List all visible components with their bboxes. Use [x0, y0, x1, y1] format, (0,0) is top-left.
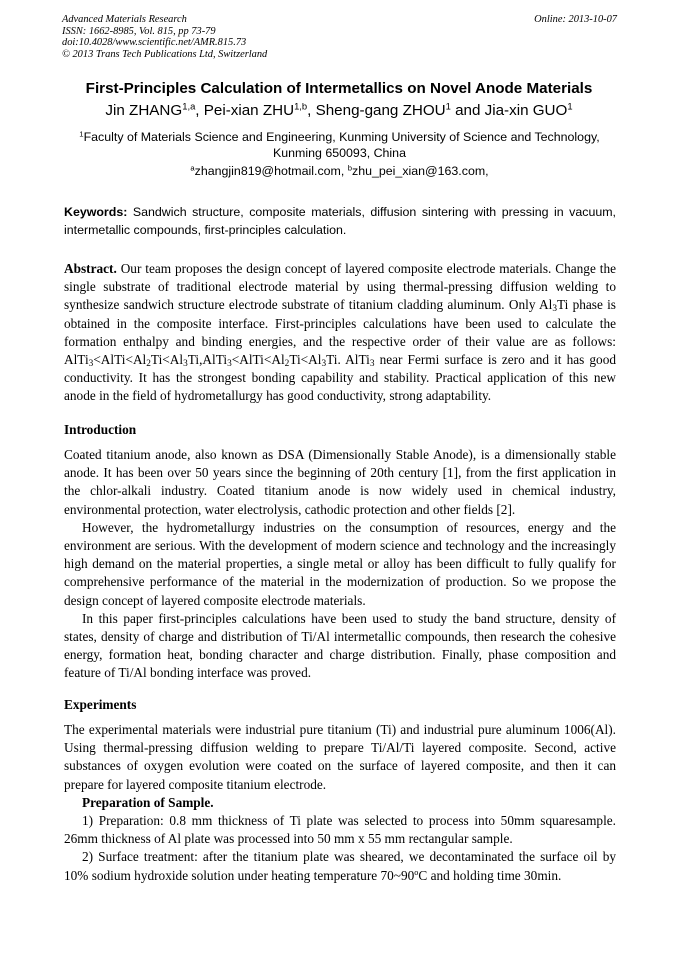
- abstract-text: <AlTi<Al: [93, 352, 147, 368]
- intro-paragraph-2: However, the hydrometallurgy industries on the consumption of resources, energy and the environment are serious. With the development of modern science and technology and the increasingly high demand on the material properties, a single metal or alloy has been difficult to fully qualify for comprehensive performance of the material in the modernization of production. So we propose the design concept of layered composite electrode materials.: [64, 519, 616, 608]
- intro-paragraph-3: In this paper first-principles calculations have been used to study the band structure, density of states, density of charge and distribution of Ti/Al intermetallic compounds, then research the cohesive energy, formation heat, bonding character and charge distribution. Finally, phase composition and feature of Ti/Al bonding interface was proved.: [64, 610, 616, 681]
- experiments-heading: Experiments: [64, 697, 137, 712]
- author-superscript: 1,b: [294, 100, 308, 112]
- email-b: zhu_pei_xian@163.com,: [352, 164, 489, 178]
- abstract-text: Our team proposes the design concept of layered composite electrode materials. Change the single substrate of traditional electrode material by using thermal-pressing diffusion welding to synthesize sandwich structure electrode substrate of titanium cladding aluminum. Only Al: [64, 261, 616, 313]
- online-date: Online: 2013-10-07: [534, 14, 617, 25]
- author-name: Pei-xian ZHU: [203, 102, 295, 119]
- author-superscript: 1: [445, 100, 451, 112]
- exp-paragraph-3-end: C and holding time 30min.: [418, 867, 562, 883]
- affiliation: [62, 129, 617, 161]
- introduction-heading: Introduction: [64, 422, 137, 437]
- abstract-text: near Fermi surface is zero and it has good conductivity. It has the strongest bonding capability and stability. Practical application of this new anode in the field of hydrometallurgy has good conductivity, strong adaptability.: [64, 352, 616, 404]
- abstract-text: Ti,AlTi: [187, 352, 228, 368]
- keywords-text: Sandwich structure, composite materials, diffusion sintering with pressing in vacuum, intermetallic compounds, first-principles calculation.: [64, 205, 616, 237]
- paper-title: First-Principles Calculation of Intermetallics on Novel Anode Materials: [85, 80, 593, 97]
- experiments-body: [64, 721, 616, 885]
- abstract-text: <AlTi<Al: [231, 352, 285, 368]
- author-name: Jin ZHANG: [105, 102, 183, 119]
- exp-paragraph-3: [64, 848, 616, 884]
- affiliation-line-1: Faculty of Materials Science and Engineering, Kunming University of Science and Technology,: [83, 130, 600, 144]
- abstract-text: Ti<Al: [289, 352, 322, 368]
- issn-line: ISSN: 1662-8985, Vol. 815, pp 73-79: [62, 25, 216, 37]
- author-list: [40, 102, 638, 119]
- affiliation-line-2: Kunming 650093, China: [273, 146, 406, 160]
- abstract-text: Ti. AlTi: [326, 352, 370, 368]
- subscript: 3: [227, 358, 232, 369]
- author-name: Sheng-gang ZHOU: [315, 102, 446, 119]
- journal-name: Advanced Materials Research: [62, 14, 187, 25]
- introduction-body: [64, 446, 616, 683]
- author-separator: ,: [195, 102, 204, 119]
- email-b-superscript: b: [347, 163, 353, 173]
- author-superscript: 1: [567, 100, 573, 112]
- exp-paragraph-2: 1) Preparation: 0.8 mm thickness of Ti plate was selected to process into 50mm squaresample. 26mm thickness of Al plate was processed into 50 mm x 55 mm rectangular sample.: [64, 813, 616, 847]
- abstract-text: Ti<Al: [150, 352, 184, 368]
- subscript: 2: [146, 358, 151, 369]
- keywords-label: Keywords:: [64, 205, 128, 219]
- sample-prep-subheading: Preparation of Sample.: [82, 794, 214, 810]
- exp-paragraph-3-text: 2) Surface treatment: after the titanium plate was sheared, we decontaminated the surface oil by 10% sodium hydroxide solution under heating temperature 70~90: [64, 849, 616, 883]
- author-name: Jia-xin GUO: [484, 102, 568, 119]
- abstract: [64, 260, 616, 406]
- abstract-label: Abstract.: [64, 261, 117, 276]
- journal-header: [62, 14, 617, 60]
- email-a-superscript: a: [190, 163, 195, 173]
- subscript: 2: [284, 358, 290, 369]
- subscript: 3: [369, 358, 375, 369]
- exp-paragraph-1: The experimental materials were industrial pure titanium (Ti) and industrial pure aluminum 1006(Al). Using thermal-pressing diffusion welding to prepare Ti/Al/Ti layered composite. Second, active substances of oxygen evolution were coated on the surface of layered composite, and then it can prepare for layered composite titanium electrode.: [64, 722, 616, 792]
- subscript: 3: [183, 358, 188, 369]
- copyright-line: © 2013 Trans Tech Publications Ltd, Switzerland: [62, 48, 268, 60]
- abstract-text: Ti phase is obtained in the composite interface. First-principles calculations have been used to calculate the formation enthalpy and binding energies, and the respective order of their value are as follows: AlTi: [64, 297, 616, 368]
- subscript: 3: [552, 304, 557, 315]
- subscript: 3: [88, 358, 94, 369]
- author-superscript: 1,a: [182, 100, 196, 112]
- doi-line: doi:10.4028/www.scientific.net/AMR.815.73: [62, 37, 247, 49]
- author-emails: [62, 164, 617, 178]
- intro-paragraph-1: Coated titanium anode, also known as DSA (Dimensionally Stable Anode), is a dimensionally stable anode. It has been over 50 years since the beginning of 20th century [1], from the first application in the chlor-alkali industry. Coated titanium anode is now widely used in chemical industry, environmental protection, water electrolysis, cathodic protection and other fields [2].: [64, 447, 616, 517]
- keywords: [64, 203, 616, 239]
- email-a: zhangjin819@hotmail.com,: [194, 164, 348, 178]
- subscript: 3: [321, 358, 327, 369]
- affiliation-superscript: 1: [79, 129, 84, 139]
- degree-superscript: o: [414, 867, 419, 877]
- author-separator: ,: [307, 102, 316, 119]
- author-separator: and: [450, 102, 485, 119]
